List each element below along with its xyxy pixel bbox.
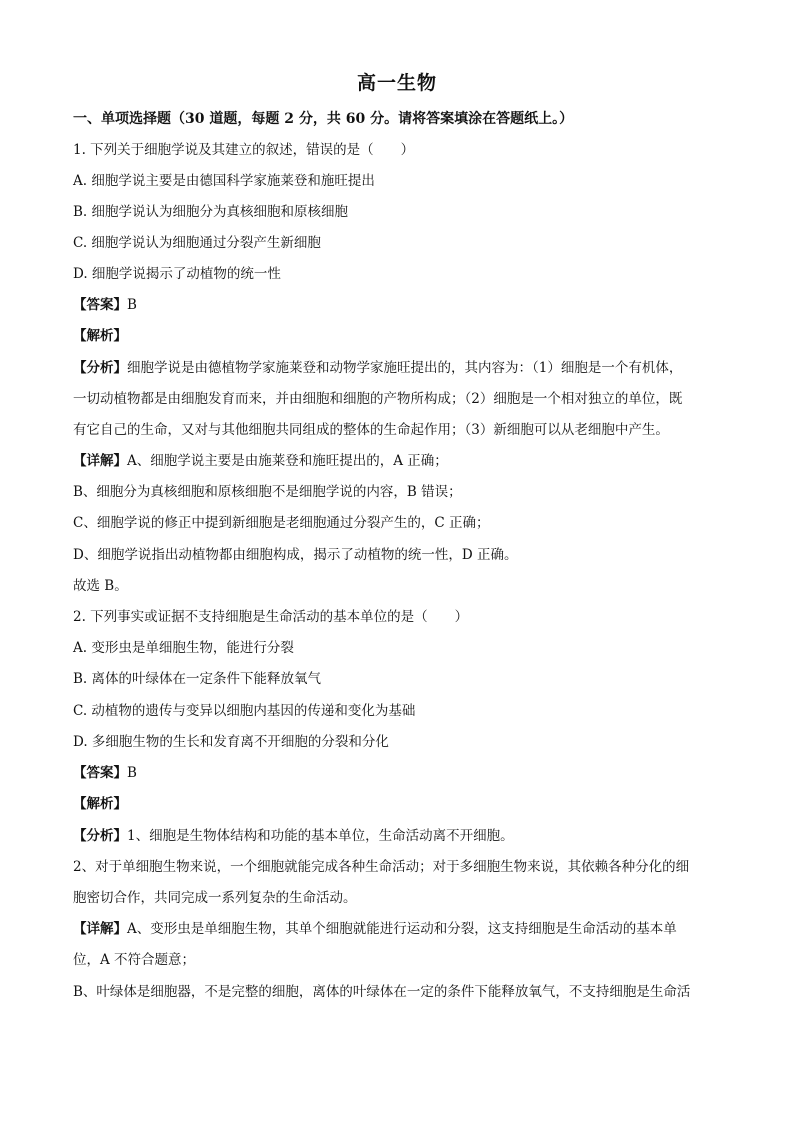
answer-value: B [127,765,137,781]
question-2-xiangjie-b: B、叶绿体是细胞器，不是完整的细胞，离体的叶绿体在一定的条件下能释放氧气，不支持细胞是生命活 [73,984,691,1000]
analysis-tag: 【解析】 [73,328,127,344]
question-2-xiangjie-a-line-2: 位，A 不符合题意； [73,952,196,968]
analysis-tag: 【解析】 [73,796,127,812]
question-2-fenxi-line-2: 2、对于单细胞生物来说，一个细胞就能完成各种生命活动；对于多细胞生物来说，其依赖各种分化的细 [73,859,690,875]
question-2-option-d: D. 多细胞生物的生长和发育离不开细胞的分裂和分化 [73,734,389,750]
question-1-fenxi-line-1 [73,359,723,377]
question-2-option-c: C. 动植物的遗传与变异以细胞内基因的传递和变化为基础 [73,703,416,719]
section-heading: 一、单项选择题（30 道题，每题 2 分，共 60 分。请将答案填涂在答题纸上。） [73,111,574,127]
answer-tag: 【答案】 [73,765,127,781]
xiangjie-text: A、变形虫是单细胞生物，其单个细胞就能进行运动和分裂，这支持细胞是生命活动的基本单 [127,921,677,937]
question-1-xiangjie-a [73,452,723,470]
xiangjie-text: A、细胞学说主要是由施莱登和施旺提出的，A 正确； [127,453,448,469]
question-1-analysis-tag [73,327,723,345]
question-1-answer [73,296,723,314]
page-title: 高一生物 [356,72,437,94]
question-1-option-b: B. 细胞学说认为细胞分为真核细胞和原核细胞 [73,204,349,220]
question-2-option-b: B. 离体的叶绿体在一定条件下能释放氧气 [73,671,322,687]
xiangjie-tag: 【详解】 [73,453,127,469]
fenxi-tag: 【分析】 [73,828,127,844]
question-1-fenxi-line-3: 有它自己的生命，又对与其他细胞共同组成的整体的生命起作用；（3）新细胞可以从老细胞中产生。 [73,422,669,438]
question-2-fenxi-line-1 [73,827,723,845]
question-2-fenxi-line-3: 胞密切合作，共同完成一系列复杂的生命活动。 [73,890,357,906]
question-1-xiangjie-c: C、细胞学说的修正中提到新细胞是老细胞通过分裂产生的，C 正确； [73,515,490,531]
question-2-xiangjie-a-line-1 [73,920,723,938]
question-1-stem: 1. 下列关于细胞学说及其建立的叙述，错误的是（ ） [73,142,415,158]
fenxi-text: 细胞学说是由德植物学家施莱登和动物学家施旺提出的，其内容为：（1）细胞是一个有机体， [127,360,683,376]
answer-value: B [127,297,137,313]
question-1-xiangjie-d: D、细胞学说指出动植物都由细胞构成，揭示了动植物的统一性，D 正确。 [73,547,518,563]
question-1-fenxi-line-2: 一切动植物都是由细胞发育而来，并由细胞和细胞的产物所构成；（2）细胞是一个相对独立的单位，既 [73,391,683,407]
question-2-analysis-tag [73,795,723,813]
question-1-xiangjie-b: B、细胞分为真核细胞和原核细胞不是细胞学说的内容，B 错误； [73,484,462,500]
question-1-option-a: A. 细胞学说主要是由德国科学家施莱登和施旺提出 [73,173,375,189]
fenxi-text: 1、细胞是生物体结构和功能的基本单位，生命活动离不开细胞。 [127,828,514,844]
question-1-conclusion: 故选 B。 [73,578,128,594]
xiangjie-tag: 【详解】 [73,921,127,937]
question-1-option-d: D. 细胞学说揭示了动植物的统一性 [73,266,281,282]
question-1-option-c: C. 细胞学说认为细胞通过分裂产生新细胞 [73,235,321,251]
answer-tag: 【答案】 [73,297,127,313]
question-2-answer [73,764,723,782]
fenxi-tag: 【分析】 [73,360,127,376]
question-2-stem: 2. 下列事实或证据不支持细胞是生命活动的基本单位的是（ ） [73,609,469,625]
question-2-option-a: A. 变形虫是单细胞生物，能进行分裂 [73,640,294,656]
